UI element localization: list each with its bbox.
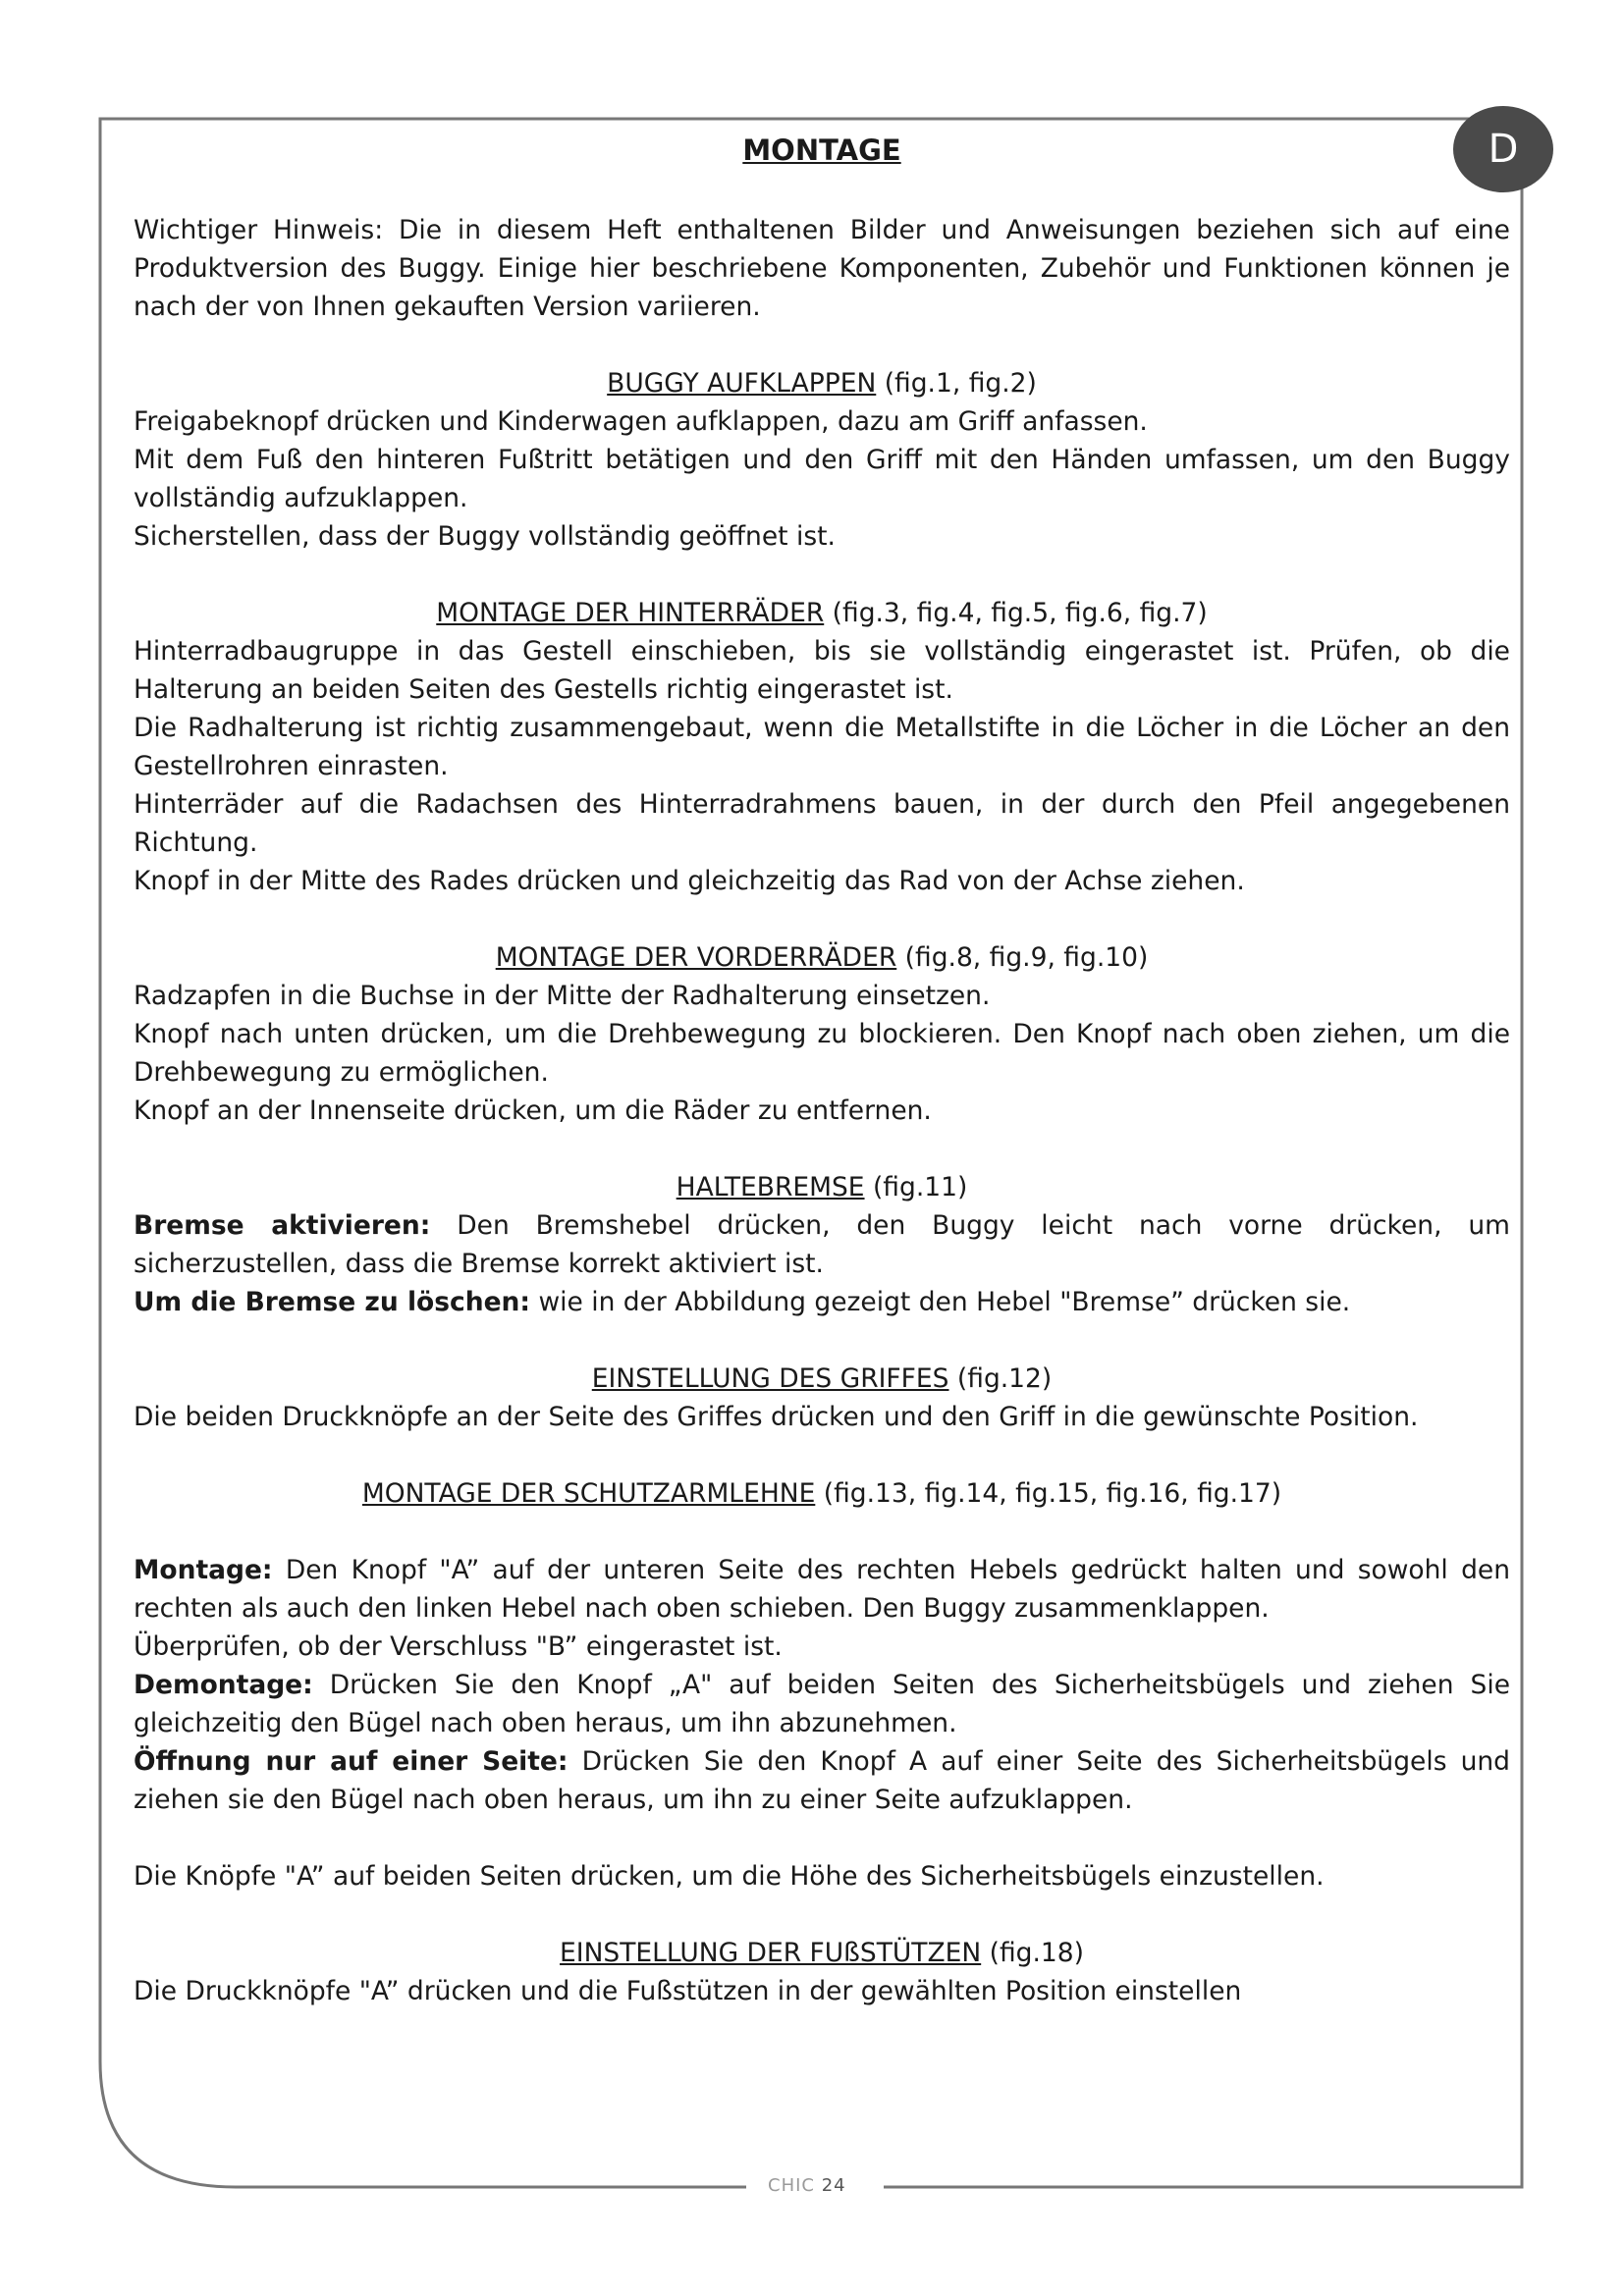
heading-armrest-title: MONTAGE DER SCHUTZARMLEHNE [361, 1478, 816, 1509]
heading-rear-wheels-title: MONTAGE DER HINTERRÄDER [436, 598, 825, 628]
unfold-line-1: Freigabeknopf drücken und Kinderwagen aufklappen, dazu am Griff anfassen. [134, 406, 1148, 437]
page-title: MONTAGE [742, 133, 901, 167]
armrest-mount-label: Montage: [134, 1555, 273, 1585]
front-wheels-line-3: Knopf an der Innenseite drücken, um die Räder zu entfernen. [134, 1095, 932, 1126]
heading-handle-figs: (fig.12) [948, 1363, 1053, 1394]
rear-wheels-line-4: Knopf in der Mitte des Rades drücken und gleichzeitig das Rad von der Achse ziehen. [134, 866, 1245, 896]
heading-brake-title: HALTEBREMSE [676, 1172, 865, 1202]
front-wheels-line-1: Radzapfen in die Buchse in der Mitte der Radhalterung einsetzen. [134, 981, 991, 1011]
heading-footrest [134, 1934, 1510, 1972]
front-wheels-line-2: Knopf nach unten drücken, um die Drehbewegung zu blockieren. Den Knopf nach oben ziehen, um die Drehbewegung zu ermöglichen. [134, 1019, 1510, 1088]
rear-wheels-line-3: Hinterräder auf die Radachsen des Hinterradrahmens bauen, in der durch den Pfeil angegebenen Richtung. [134, 789, 1510, 858]
armrest-dismount [134, 1666, 1510, 1742]
brake-activate [134, 1206, 1510, 1283]
heading-unfold-title: BUGGY AUFKLAPPEN [607, 368, 877, 399]
content [134, 131, 1510, 2010]
section-badge: D [1453, 106, 1553, 192]
heading-footrest-figs: (fig.18) [981, 1938, 1084, 1968]
brake-activate-text: Den Bremshebel drücken, den Buggy leicht nach vorne drücken, um sicherzustellen, dass die Bremse korrekt aktiviert ist. [134, 1210, 1511, 1279]
brake-release-label: Um die Bremse zu löschen: [134, 1287, 531, 1317]
heading-armrest [134, 1474, 1510, 1513]
footer-brand: CHIC [768, 2175, 815, 2196]
heading-unfold-figs: (fig.1, fig.2) [876, 368, 1037, 399]
brake-release-text: wie in der Abbildung gezeigt den Hebel "Bremse” drücken sie. [530, 1287, 1351, 1317]
heading-rear-wheels [134, 594, 1510, 632]
rear-wheels-line-1: Hinterradbaugruppe in das Gestell einschieben, bis sie vollständig eingerastet ist. Prüfen, ob die Halterung an beiden Seiten des Gestells richtig eingerastet ist. [134, 636, 1510, 705]
brake-release [134, 1283, 1510, 1321]
heading-handle [134, 1360, 1510, 1398]
rear-wheels-line-2: Die Radhalterung ist richtig zusammengebaut, wenn die Metallstifte in die Löcher in die Löcher an den Gestellrohren einrasten. [134, 713, 1510, 781]
heading-front-wheels-figs: (fig.8, fig.9, fig.10) [896, 942, 1149, 973]
heading-front-wheels [134, 938, 1510, 977]
brake-activate-label: Bremse aktivieren: [134, 1210, 431, 1241]
page-number: 24 [821, 2175, 846, 2196]
armrest-check: Überprüfen, ob der Verschluss "B” eingerastet ist. [134, 1631, 783, 1662]
armrest-one-side-label: Öffnung nur auf einer Seite: [134, 1746, 568, 1777]
armrest-mount-text: Den Knopf "A” auf der unteren Seite des rechten Hebels gedrückt halten und sowohl den rechten als auch den linken Hebel nach oben schieben. Den Buggy zusammenklappen. [134, 1555, 1510, 1624]
armrest-mount [134, 1551, 1510, 1628]
heading-brake [134, 1168, 1510, 1206]
armrest-one-side [134, 1742, 1510, 1819]
heading-front-wheels-title: MONTAGE DER VORDERRÄDER [495, 942, 897, 973]
handle-line: Die beiden Druckknöpfe an der Seite des Griffes drücken und den Griff in die gewünschte Position. [134, 1402, 1419, 1432]
heading-footrest-title: EINSTELLUNG DER FUßSTÜTZEN [560, 1938, 982, 1968]
armrest-dismount-label: Demontage: [134, 1670, 313, 1700]
page-footer [768, 2175, 846, 2196]
unfold-line-3: Sicherstellen, dass der Buggy vollständig geöffnet ist. [134, 521, 836, 552]
unfold-line-2: Mit dem Fuß den hinteren Fußtritt betätigen und den Griff mit den Händen umfassen, um den Buggy vollständig aufzuklappen. [134, 445, 1510, 513]
heading-brake-figs: (fig.11) [864, 1172, 968, 1202]
armrest-dismount-text: Drücken Sie den Knopf „A" auf beiden Seiten des Sicherheitsbügels und ziehen Sie gleichzeitig den Bügel nach oben heraus, um ihn abzunehmen. [134, 1670, 1510, 1738]
heading-unfold [134, 364, 1510, 402]
armrest-height: Die Knöpfe "A” auf beiden Seiten drücken, um die Höhe des Sicherheitsbügels einzustellen. [134, 1861, 1325, 1892]
intro-note: Wichtiger Hinweis: Die in diesem Heft enthaltenen Bilder und Anweisungen beziehen sich auf eine Produktversion des Buggy. Einige hier beschriebene Komponenten, Zubehör und Funktionen können je nach der von Ihnen gekauften Version variieren. [134, 215, 1510, 322]
footrest-line: Die Druckknöpfe "A” drücken und die Fußstützen in der gewählten Position einstellen [134, 1976, 1242, 2006]
heading-armrest-figs: (fig.13, fig.14, fig.15, fig.16, fig.17) [815, 1478, 1282, 1509]
heading-handle-title: EINSTELLUNG DES GRIFFES [591, 1363, 949, 1394]
armrest-one-side-text: Drücken Sie den Knopf A auf einer Seite des Sicherheitsbügels und ziehen sie den Bügel nach oben heraus, um ihn zu einer Seite aufzuklappen. [134, 1746, 1510, 1815]
heading-rear-wheels-figs: (fig.3, fig.4, fig.5, fig.6, fig.7) [824, 598, 1208, 628]
